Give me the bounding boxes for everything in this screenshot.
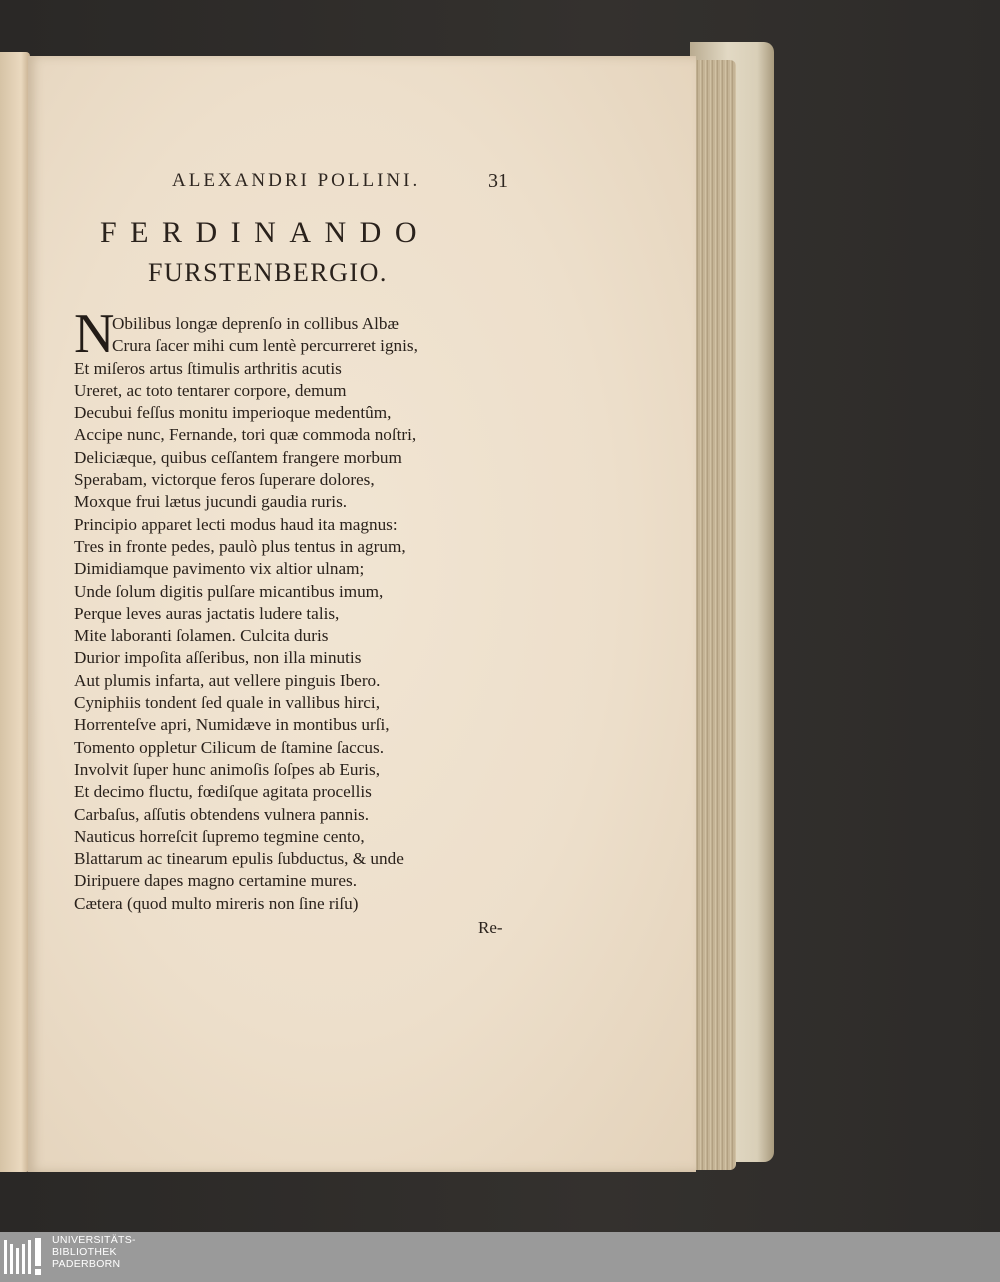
page-number: 31 — [488, 170, 508, 192]
poem-line: Involvit ſuper hunc animoſis ſoſpes ab Euris, — [74, 759, 380, 779]
poem-line: Nauticus horreſcit ſupremo tegmine cento, — [74, 826, 365, 846]
poem-line: Et decimo fluctu, fœdiſque agitata procellis — [74, 782, 372, 802]
poem-line: Blattarum ac tinearum epulis ſubductus, & unde — [74, 849, 404, 869]
poem-line: Crura ſacer mihi cum lentè percurreret ignis, — [112, 336, 418, 356]
poem-text — [74, 313, 514, 915]
poem-line: Aut plumis infarta, aut vellere pinguis Ibero. — [74, 670, 381, 690]
poem-line: Ureret, ac toto tentarer corpore, demum — [74, 380, 347, 400]
poem-line: Cætera (quod multo mireris non ſine riſu) — [74, 893, 359, 913]
poem-line: Carbaſus, aſſutis obtendens vulnera pannis. — [74, 804, 369, 824]
poem-line: Cyniphiis tondent ſed quale in vallibus hirci, — [74, 693, 380, 713]
poem-line: Durior impoſita aſſeribus, non illa minutis — [74, 648, 362, 668]
poem-line: Decubui feſſus monitu imperioque medentûm, — [74, 403, 392, 423]
poem-line: Horrenteſve apri, Numidæve in montibus urſi, — [74, 715, 390, 735]
poem-line: Moxque frui lætus jucundi gaudia ruris. — [74, 492, 348, 512]
poem-line: Mite laboranti ſolamen. Culcita duris — [74, 626, 329, 646]
drop-cap: N — [74, 303, 115, 365]
title-line-1: FERDINANDO — [100, 216, 430, 249]
poem-line: Obilibus longæ deprenſo in collibus Albæ — [112, 314, 399, 333]
catchword: Re- — [478, 918, 503, 937]
left-page-edge — [0, 52, 30, 1172]
running-head: ALEXANDRI POLLINI. — [172, 170, 421, 191]
library-logo-icon — [2, 1236, 46, 1278]
logo-line-3: PADERBORN — [52, 1258, 121, 1270]
poem-line: Tres in fronte pedes, paulò plus tentus in agrum, — [74, 536, 406, 556]
library-logo-text — [52, 1234, 136, 1270]
poem-line: Sperabam, victorque feros ſuperare dolores, — [74, 470, 375, 490]
logo-line-1: UNIVERSITÄTS- — [52, 1234, 136, 1246]
footer-bar — [0, 1232, 1000, 1282]
poem-line: Et miſeros artus ſtimulis arthritis acutis — [74, 358, 342, 378]
poem-line: Deliciæque, quibus ceſſantem frangere morbum — [74, 447, 402, 467]
poem-line: Accipe nunc, Fernande, tori quæ commoda noſtri, — [74, 425, 417, 445]
poem-line: Diripuere dapes magno certamine mures. — [74, 871, 358, 891]
poem-line: Perque leves auras jactatis ludere talis, — [74, 603, 340, 623]
poem-line: Unde ſolum digitis pulſare micantibus imum, — [74, 581, 384, 601]
poem-line: Dimidiamque pavimento vix altior ulnam; — [74, 559, 365, 579]
poem-line: Principio apparet lecti modus haud ita magnus: — [74, 514, 398, 534]
title-line-2: FURSTENBERGIO. — [148, 258, 388, 287]
poem-line: Tomento oppletur Cilicum de ſtamine ſaccus. — [74, 737, 385, 757]
logo-line-2: BIBLIOTHEK — [52, 1246, 117, 1258]
